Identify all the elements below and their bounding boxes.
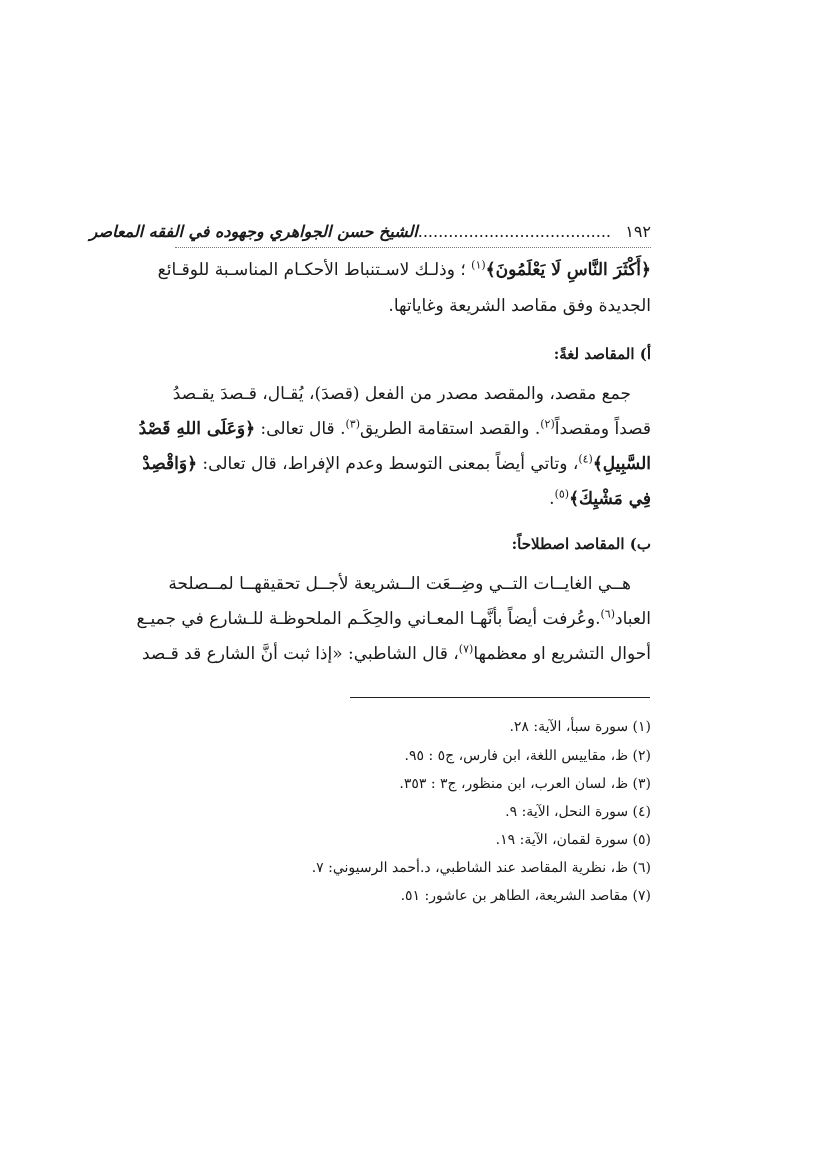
footnote-ref: (٥) [554,487,570,501]
running-header [89,219,651,245]
page-number: ١٩٢ [625,222,651,241]
section-heading: ب) المقاصد اصطلاحاً: [511,535,651,553]
text-run: . والقصد استقامة الطريق [360,419,541,439]
body-line [142,638,651,670]
footnote: (٧) مقاصد الشريعة، الطاهر بن عاشور: ٥١. [400,888,651,904]
quran-quote: السَّبِيلِ﴾ [592,454,651,474]
body-line [175,483,651,515]
body-line [172,378,651,410]
quran-quote: ﴿أَكْثَرَ النَّاسِ لَا يَعْلَمُونَ﴾ [485,260,651,280]
header-title-text: الشيخ حسن الجواهري وجهوده في الفقه المعاصر [89,222,418,241]
footnote: (١) سورة سبأ، الآية: ٢٨. [509,719,651,735]
header-rule [175,247,651,248]
text-run: العباد [615,609,651,629]
text-run: ، قال الشاطبي: «إذا ثبت أنَّ الشارع قد قـصد [142,644,459,664]
footnote: (٢) ظ، مقاييس اللغة، ابن فارس، ج٥ : ٩٥. [404,748,651,764]
body-line: الجديدة وفق مقاصد الشريعة وغاياتها. [388,296,651,316]
footnote: (٣) ظ، لسان العرب، ابن منظور، ج٣ : ٣٥٣. [399,776,651,792]
footnote-ref: (٢) [540,417,555,431]
text-run: قصداً ومقصداً [554,419,651,439]
footnote-ref: (٧) [458,642,474,656]
body-line [138,413,651,445]
body-line [142,448,651,480]
footnote-ref: (٤) [578,452,593,466]
text-run: .وعُرفت أيضاً بأنَّهـا المعـاني والحِكَـم الملحوظـة للـشارع في جميـع [136,609,601,629]
footnote-ref: (٦) [600,607,616,621]
quran-quote: ﴿وَعَلَى اللهِ قَصْدُ [138,419,256,439]
footnote-divider [350,697,650,698]
quran-quote: فِي مَشْيِكَ﴾ [569,489,651,509]
footnote: (٥) سورة لقمان، الآية: ١٩. [495,832,651,848]
text-run: . قال تعالى: [255,419,346,439]
section-heading: أ) المقاصد لغةً: [553,345,651,363]
footnote: (٤) سورة النحل، الآية: ٩. [505,804,651,820]
header-title [90,219,611,245]
text-run: . [549,489,555,509]
header-dots: ...................................... [417,222,611,241]
body-line [136,603,651,635]
text-run: ، وتاتي أيضاً بمعنى التوسط وعدم الإفراط، قال تعالى: [197,454,579,474]
text-run: أحوال التشريع او معظمها [473,644,651,664]
text-run: هــي الغايــات التــي وضِــعَت الــشريعة لأجــل تحقيقهــا لمــصلحة [168,574,631,594]
quran-quote: ﴿وَاقْصِدْ [142,454,198,474]
footnote-ref: (٣) [345,417,361,431]
footnote-ref: (١) [471,258,486,272]
text-run: جمع مقصد، والمقصد مصدر من الفعل (قصدَ)، يُقـال، قـصدَ يقـصدُ [172,384,631,404]
text-run: ؛ وذلـك لاسـتنباط الأحكـام المناسـبة للوقـائع [157,260,466,280]
body-line [168,568,651,600]
body-line [157,254,651,286]
footnote: (٦) ظ، نظرية المقاصد عند الشاطبي، د.أحمد الرسيوني: ٧. [311,860,651,876]
